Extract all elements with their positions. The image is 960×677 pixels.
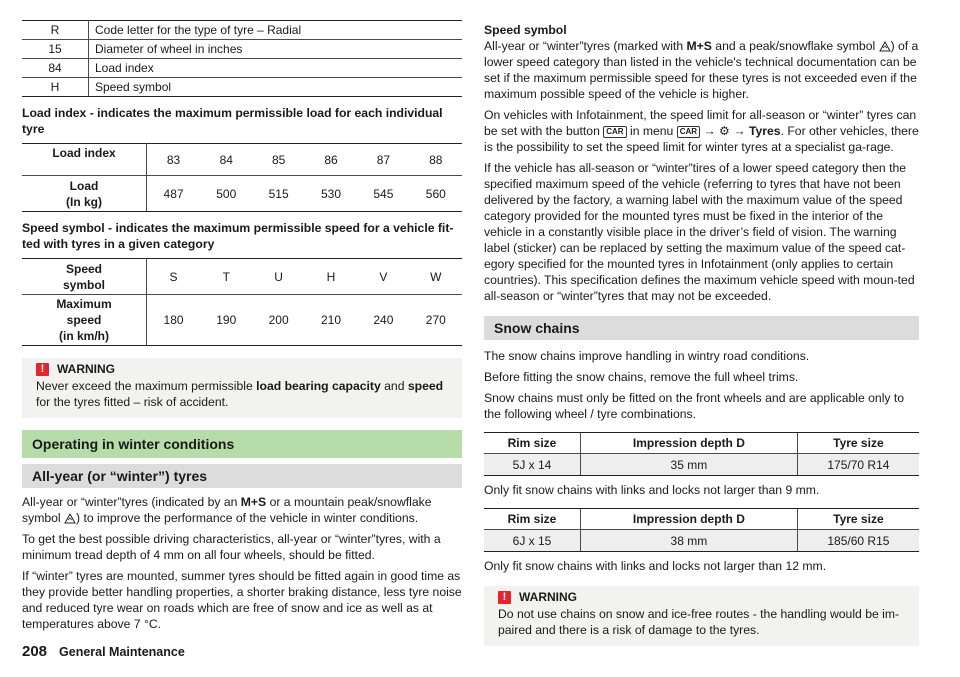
text: → xyxy=(729,124,749,138)
paragraph: Only fit snow chains with links and locks not larger than 9 mm. xyxy=(484,483,820,497)
paragraph: Before fitting the snow chains, remove the full wheel trims. xyxy=(484,370,799,384)
text: and xyxy=(380,379,408,393)
column-header: Tyre size xyxy=(797,509,919,530)
column-header: Impression depth D xyxy=(580,433,797,454)
tyre-code-desc: Diameter of wheel in inches xyxy=(89,40,463,59)
load-index-table xyxy=(22,143,462,212)
mountain-snowflake-icon xyxy=(64,512,76,524)
section-heading-allyear: All-year (or “winter”) tyres xyxy=(22,464,462,488)
table-cell: V xyxy=(357,259,409,295)
table-cell: 210 xyxy=(305,295,357,346)
bold-text: M+S xyxy=(686,39,712,53)
text: for the tyres fitted – risk of accident. xyxy=(36,395,229,409)
table-cell: 530 xyxy=(305,176,357,212)
warning-box xyxy=(22,358,462,418)
text: All-year or “winter”tyres (marked with xyxy=(484,39,687,53)
table-cell: 180 xyxy=(147,295,201,346)
car-menu-icon: CAR xyxy=(677,126,700,138)
column-header: Impression depth D xyxy=(580,509,797,530)
table-row xyxy=(22,40,462,59)
table-cell: 85 xyxy=(252,144,304,176)
table-row xyxy=(22,59,462,78)
table-row xyxy=(22,259,462,295)
table-cell: 86 xyxy=(305,144,357,176)
row-header-line: Load xyxy=(69,178,99,193)
paragraph: Only fit snow chains with links and locks not larger than 12 mm. xyxy=(484,559,827,573)
row-header-line: symbol xyxy=(62,277,105,292)
table-cell: 200 xyxy=(252,295,304,346)
row-header-line: (in km/h) xyxy=(59,329,109,343)
warning-title: WARNING xyxy=(57,362,115,376)
warning-title: WARNING xyxy=(519,590,577,604)
warning-header xyxy=(36,361,448,377)
table-cell: 240 xyxy=(357,295,409,346)
tyre-code-table xyxy=(22,20,462,97)
table-cell: 84 xyxy=(200,144,252,176)
warning-header xyxy=(498,589,905,605)
table-row xyxy=(22,295,462,346)
mountain-snowflake-icon xyxy=(879,40,891,52)
row-header: Load index xyxy=(22,144,147,176)
speed-symbol-table xyxy=(22,258,462,346)
table-cell: H xyxy=(305,259,357,295)
text: ) of a lower speed category than listed in the vehicle's technical documentation can be set if the maximum permissible speed for these tyres is not exceeded even if the maximum possible speed of the vehicle is higher. xyxy=(484,39,919,101)
warning-text: Do not use chains on snow and ice-free routes - the handling would be im-paired and there is a risk of damage to the tyres. xyxy=(498,607,900,637)
text: On vehicles with Infotainment, the speed limit for all-season or “winter” tyres can be set with the button xyxy=(484,108,917,138)
snow-chain-table-1 xyxy=(484,432,919,476)
snow-chain-table-2 xyxy=(484,508,919,552)
warning-icon: ! xyxy=(498,591,511,604)
menu-item-tyres: Tyres xyxy=(748,124,781,138)
text: and a peak/snowflake symbol xyxy=(711,39,879,53)
table-cell: S xyxy=(147,259,201,295)
bold-text: load bearing capacity xyxy=(256,379,381,393)
tyre-code: H xyxy=(22,78,89,97)
row-header-line: Speed xyxy=(65,261,102,276)
section-heading-snow-chains: Snow chains xyxy=(484,316,919,340)
chapter-title: General Maintenance xyxy=(59,645,185,659)
table-cell: U xyxy=(252,259,304,295)
paragraph: Snow chains must only be fitted on the front wheels and are applicable only to the following wheel / tyre combinations. xyxy=(484,391,905,421)
tyre-code: 15 xyxy=(22,40,89,59)
paragraph xyxy=(484,38,919,102)
bold-text: speed xyxy=(407,379,444,393)
table-cell: 487 xyxy=(147,176,201,212)
page-number: 208 xyxy=(22,643,48,660)
row-header xyxy=(22,176,147,212)
paragraph: The snow chains improve handling in wintry road conditions. xyxy=(484,349,810,363)
table-cell: 185/60 R15 xyxy=(797,530,919,552)
table-cell: 270 xyxy=(410,295,462,346)
column-header: Tyre size xyxy=(797,433,919,454)
paragraph: If “winter” tyres are mounted, summer tyres should be fitted again in good time as they provide better handling properties, a shorter braking distance, less tyre noise and reduced tyre wear on roads which are free of snow and ice as well as at temperatures above 7 °C. xyxy=(22,569,462,631)
table-cell: 35 mm xyxy=(580,454,797,476)
text: or a mountain peak/snowflake symbol xyxy=(22,495,432,525)
table-row xyxy=(22,144,462,176)
table-cell: 560 xyxy=(410,176,462,212)
table-cell: 515 xyxy=(252,176,304,212)
bold-text: M+S xyxy=(240,495,267,509)
warning-box xyxy=(484,586,919,646)
text: ) to improve the performance of the vehicle in winter conditions. xyxy=(76,511,419,525)
table-cell: 175/70 R14 xyxy=(797,454,919,476)
table-cell: 6J x 15 xyxy=(484,530,580,552)
section-heading-winter: Operating in winter conditions xyxy=(22,430,462,458)
paragraph xyxy=(484,107,919,155)
text: → xyxy=(700,124,720,138)
table-cell: 38 mm xyxy=(580,530,797,552)
right-column xyxy=(484,22,919,646)
table-header-row xyxy=(484,509,919,530)
table-row xyxy=(22,78,462,97)
load-index-heading: Load index - indicates the maximum permissible load for each individual tyre xyxy=(22,106,443,136)
table-row xyxy=(22,21,462,40)
table-cell: 545 xyxy=(357,176,409,212)
paragraph: If the vehicle has all-season or “winter”tires of a lower speed category then the specified maximum speed of the vehicle (referring to tyres that have not been delivered by the factory, a warning label with the maximum value of the speed category provided for the mounted tyres must be fixed in the interior of the vehicle in a constantly visible place in the driver’s field of vision. The warning label (sticker) can be replaced by setting the maximum value of the speed cat-egory specified for the mounted tyres in Infotainment (only applies to certain countries). This specification defines the maximum vehicle speed with moun-ted all-season or “winter”tyres that may not be exceeded. xyxy=(484,161,915,303)
tyre-code-desc: Speed symbol xyxy=(89,78,463,97)
speed-symbol-heading: Speed symbol - indicates the maximum permissible speed for a vehicle fit-ted with tyres in a given category xyxy=(22,221,454,251)
car-button-icon: CAR xyxy=(603,126,626,138)
table-cell: W xyxy=(410,259,462,295)
table-row xyxy=(484,454,919,476)
tyre-code: R xyxy=(22,21,89,40)
row-header xyxy=(22,295,147,346)
paragraph: To get the best possible driving characteristics, all-year or “winter”tyres, with a minimum tread depth of 4 mm on all four wheels, should be fitted. xyxy=(22,532,441,562)
tyre-code: 84 xyxy=(22,59,89,78)
table-row xyxy=(22,176,462,212)
text: All-year or “winter”tyres (indicated by an xyxy=(22,495,241,509)
table-cell: 190 xyxy=(200,295,252,346)
row-header xyxy=(22,259,147,295)
table-cell: 87 xyxy=(357,144,409,176)
warning-icon: ! xyxy=(36,363,49,376)
table-cell: T xyxy=(200,259,252,295)
paragraph xyxy=(22,494,462,526)
table-cell: 83 xyxy=(147,144,201,176)
page-footer xyxy=(22,644,185,660)
row-header-line: Maximum xyxy=(56,297,112,311)
column-header: Rim size xyxy=(484,433,580,454)
table-row xyxy=(484,530,919,552)
row-header-line: speed xyxy=(66,313,102,327)
text: . For other vehicles, there is the possibility to set the speed limit for winter tyres at a specialist ga-rage. xyxy=(484,124,919,154)
table-header-row xyxy=(484,433,919,454)
text: in menu xyxy=(626,124,677,138)
speed-symbol-subheading: Speed symbol xyxy=(484,23,567,37)
left-column xyxy=(22,0,462,632)
column-header: Rim size xyxy=(484,509,580,530)
table-cell: 500 xyxy=(200,176,252,212)
table-cell: 88 xyxy=(410,144,462,176)
gear-icon: ⚙ xyxy=(719,124,730,138)
table-cell: 5J x 14 xyxy=(484,454,580,476)
row-header-line: (In kg) xyxy=(66,194,102,209)
tyre-code-desc: Code letter for the type of tyre – Radial xyxy=(89,21,463,40)
warning-text xyxy=(36,378,448,410)
text: Never exceed the maximum permissible xyxy=(36,379,257,393)
tyre-code-desc: Load index xyxy=(89,59,463,78)
